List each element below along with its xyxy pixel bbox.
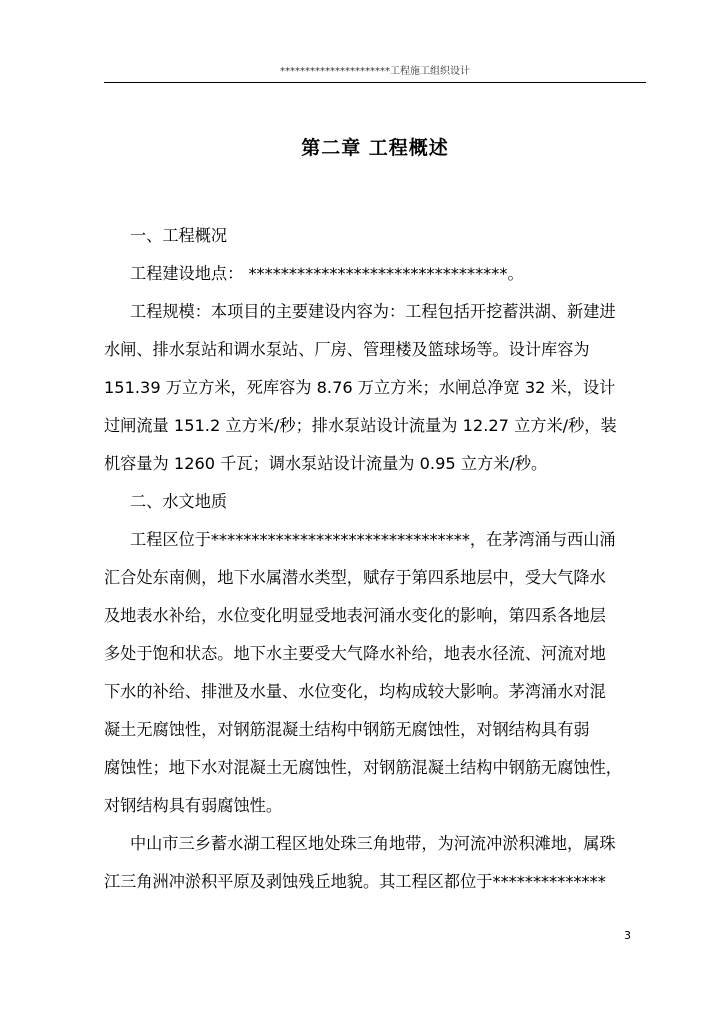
paragraph-line: 下水的补给、排泄及水量、水位变化，均构成较大影响。茅湾涌水对混 [104,682,606,701]
paragraph-line: 中山市三乡蓄水湖工程区地处珠三角地带，为河流冲淤积滩地，属珠 [130,834,616,853]
paragraph-line: 腐蚀性；地下水对混凝土无腐蚀性，对钢筋混凝土结构中钢筋无腐蚀性， [104,758,622,777]
paragraph-line: 工程建设地点： ********************************。 [130,264,524,283]
running-header: **********************工程施工组织设计 [280,66,470,77]
paragraph-line: 凝土无腐蚀性，对钢筋混凝土结构中钢筋无腐蚀性，对钢结构具有弱 [104,720,590,739]
page-number: 3 [624,929,631,942]
section-heading-overview: 一、工程概况 [130,226,228,245]
paragraph-line: 对钢结构具有弱腐蚀性。 [104,796,283,815]
paragraph-line: 及地表水补给，水位变化明显受地表河涌水变化的影响，第四系各地层 [104,606,606,625]
paragraph-line: 151.39 万立方米，死库容为 8.76 万立方米；水闸总净宽 32 米，设计 [104,378,616,397]
header-divider [104,82,646,83]
paragraph-line: 工程区位于********************************，在茅湾涌与西山涌 [130,530,616,549]
paragraph-line: 江三角洲冲淤积平原及剥蚀残丘地貌。其工程区都位于************** [104,872,606,891]
chapter-title: 第二章 工程概述 [301,137,449,159]
section-heading-hydrogeology: 二、水文地质 [130,492,228,511]
paragraph-line: 汇合处东南侧，地下水属潜水类型，赋存于第四系地层中，受大气降水 [104,568,606,587]
paragraph-line: 过闸流量 151.2 立方米/秒；排水泵站设计流量为 12.27 立方米/秒，装 [104,416,617,435]
paragraph-line: 工程规模：本项目的主要建设内容为：工程包括开挖蓄洪湖、新建进 [130,302,616,321]
paragraph-line: 水闸、排水泵站和调水泵站、厂房、管理楼及篮球场等。设计库容为 [104,340,590,359]
paragraph-line: 机容量为 1260 千瓦；调水泵站设计流量为 0.95 立方米/秒。 [104,454,548,473]
paragraph-line: 多处于饱和状态。地下水主要受大气降水补给，地表水径流、河流对地 [104,644,606,663]
